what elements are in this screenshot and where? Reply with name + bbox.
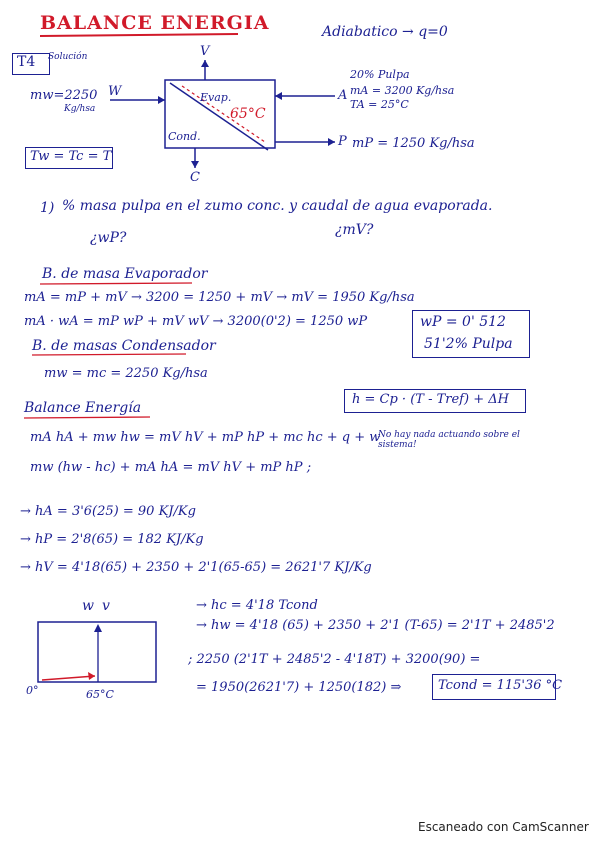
- hp-line: → hP = 2'8(65) = 182 KJ/Kg: [20, 532, 204, 547]
- mass-evap-heading: B. de masa Evaporador: [42, 266, 208, 282]
- c-label: C: [190, 170, 200, 185]
- hw-line: → hw = 4'18 (65) + 2350 + 2'1 (T-65) = 2'1T + 2485'2: [196, 618, 555, 633]
- title-underline: [40, 34, 238, 36]
- water-in-label: mw=2250: [30, 88, 98, 103]
- enthalpy-formula: h = Cp · (T - Tref) + ΔH: [352, 392, 509, 407]
- v-label: V: [200, 44, 210, 59]
- energy-line2: mw (hw - hc) + mA hA = mV hV + mP hP ;: [30, 460, 312, 475]
- evap-label: Evap.: [200, 91, 232, 104]
- evap-temp: 65°C: [230, 106, 266, 122]
- wp-pct: 51'2% Pulpa: [424, 336, 513, 352]
- question-text: % masa pulpa en el zumo conc. y caudal de agua evaporada.: [62, 198, 493, 214]
- tag-sub: Solución: [48, 52, 88, 62]
- energy-heading: Balance Energía: [24, 400, 142, 416]
- energy-line1: mA hA + mw hw = mV hV + mP hP + mc hc + q + w: [30, 430, 381, 445]
- feed-mass: mA = 3200 Kg/hsa: [350, 84, 455, 97]
- w-label: W: [108, 84, 122, 99]
- cond-label: Cond.: [168, 130, 201, 143]
- hc-line: → hc = 4'18 Tcond: [196, 598, 318, 613]
- energy-note: No hay nada actuando sobre el sistema!: [378, 430, 520, 450]
- sketch-w: w: [82, 598, 94, 614]
- sketch-temp: 65°C: [86, 688, 114, 701]
- final-line2: = 1950(2621'7) + 1250(182) ⇒: [196, 680, 402, 695]
- a-label: A: [338, 88, 348, 103]
- mass-cond-heading: B. de masas Condensador: [32, 338, 216, 354]
- final-line1: ; 2250 (2'1T + 2485'2 - 4'18T) + 3200(90) =: [188, 652, 481, 667]
- tag-label: T4: [17, 54, 36, 70]
- sketch-v: v: [102, 598, 110, 614]
- pulp-pct: 20% Pulpa: [350, 68, 410, 81]
- product-mass: mP = 1250 Kg/hsa: [352, 136, 475, 151]
- hv-line: → hV = 4'18(65) + 2350 + 2'1(65-65) = 2621'7 KJ/Kg: [20, 560, 372, 575]
- result-value: Tcond = 115'36 °C: [438, 678, 563, 693]
- question-wp: ¿wP?: [90, 230, 127, 246]
- mass-cond-line: mw = mc = 2250 Kg/hsa: [44, 366, 208, 381]
- question-mv: ¿mV?: [335, 222, 374, 238]
- mass-evap-line1: mA = mP + mV → 3200 = 1250 + mV → mV = 1950 Kg/hsa: [24, 290, 415, 305]
- wp-result: wP = 0' 512: [420, 314, 506, 330]
- sketch-zero: 0°: [26, 684, 39, 697]
- scanner-footer: Escaneado con CamScanner: [418, 820, 589, 834]
- page-title: BALANCE ENERGIA: [40, 12, 270, 34]
- p-label: P: [338, 134, 347, 149]
- feed-temp: TA = 25°C: [350, 98, 409, 111]
- mass-evap-line2: mA · wA = mP wP + mV wV → 3200(0'2) = 1250 wP: [24, 314, 368, 329]
- question-number: 1): [40, 200, 55, 216]
- water-unit: Kg/hsa: [64, 104, 96, 114]
- equal-temps: Tw = Tc = T: [30, 149, 112, 164]
- adiabatic-note: Adiabatico → q=0: [322, 24, 448, 40]
- ha-line: → hA = 3'6(25) = 90 KJ/Kg: [20, 504, 196, 519]
